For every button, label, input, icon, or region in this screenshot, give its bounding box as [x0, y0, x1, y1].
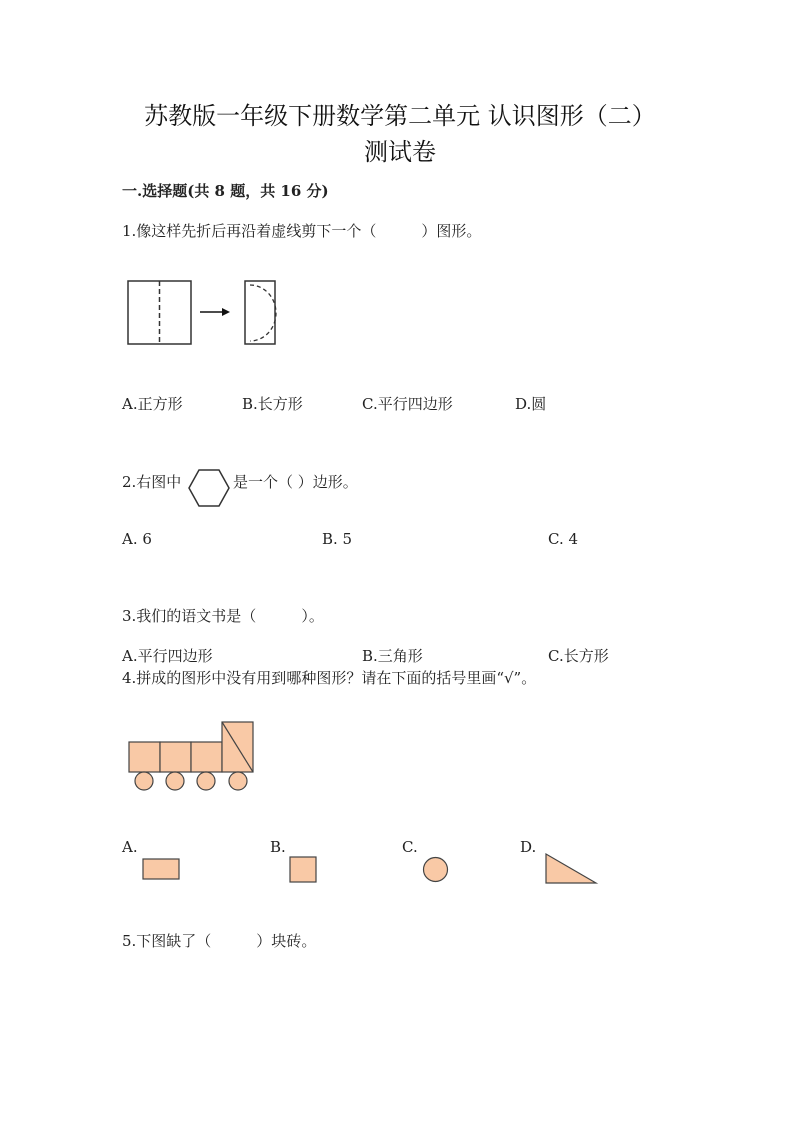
hexagon-figure [187, 468, 231, 508]
arrow-head [222, 308, 230, 316]
square-shape [290, 857, 316, 882]
truck-wheel-4 [229, 772, 247, 790]
q1-option-d[interactable]: D.圆 [515, 395, 547, 413]
question-3-text: 3.我们的语文书是（ ）。 [122, 607, 324, 625]
hexagon-shape [189, 470, 229, 506]
q1-option-a[interactable]: A.正方形 [122, 395, 183, 413]
q1-option-c[interactable]: C.平行四边形 [362, 395, 453, 413]
q4-option-d-triangle[interactable] [545, 853, 599, 885]
truck-wheel-2 [166, 772, 184, 790]
question-2-text-after: 是一个（ ）边形。 [233, 473, 358, 491]
truck-square-3 [191, 742, 222, 772]
q3-option-a[interactable]: A.平行四边形 [122, 647, 213, 665]
question-2-text-before: 2.右图中 [122, 473, 182, 491]
circle-shape [424, 858, 448, 882]
q2-option-a[interactable]: A. 6 [122, 530, 152, 548]
page-title-line2: 测试卷 [364, 138, 436, 166]
q1-option-b[interactable]: B.长方形 [242, 395, 303, 413]
truck-wheel-1 [135, 772, 153, 790]
truck-figure [128, 720, 258, 792]
cut-arc [250, 285, 276, 341]
question-4-text: 4.拼成的图形中没有用到哪种图形？请在下面的括号里画“√”。 [122, 669, 537, 687]
rectangle-shape [143, 859, 179, 879]
page-title-line1: 苏教版一年级下册数学第二单元 认识图形（二） [144, 102, 656, 130]
q3-option-c[interactable]: C.长方形 [548, 647, 609, 665]
q4-option-a-rectangle[interactable] [142, 858, 182, 882]
q3-option-b[interactable]: B.三角形 [362, 647, 423, 665]
folded-paper [245, 281, 275, 344]
q4-option-b-square[interactable] [289, 856, 319, 884]
q4-option-c-label[interactable]: C. [402, 838, 418, 856]
q2-option-c[interactable]: C. 4 [548, 530, 579, 548]
q4-option-c-circle[interactable] [422, 856, 450, 884]
q2-option-b[interactable]: B. 5 [322, 530, 353, 548]
triangle-shape [546, 854, 596, 883]
question-1-figure [122, 275, 282, 350]
question-5-text: 5.下图缺了（ ）块砖。 [122, 932, 317, 950]
q4-option-d-label[interactable]: D. [520, 838, 537, 856]
truck-wheel-3 [197, 772, 215, 790]
question-1-text: 1.像这样先折后再沿着虚线剪下一个（ ）图形。 [122, 222, 482, 240]
section-heading: 一.选择题(共 8 题，共 16 分) [122, 182, 329, 200]
truck-square-2 [160, 742, 191, 772]
truck-square-1 [129, 742, 160, 772]
q4-option-b-label[interactable]: B. [270, 838, 286, 856]
q4-option-a-label[interactable]: A. [122, 838, 138, 856]
